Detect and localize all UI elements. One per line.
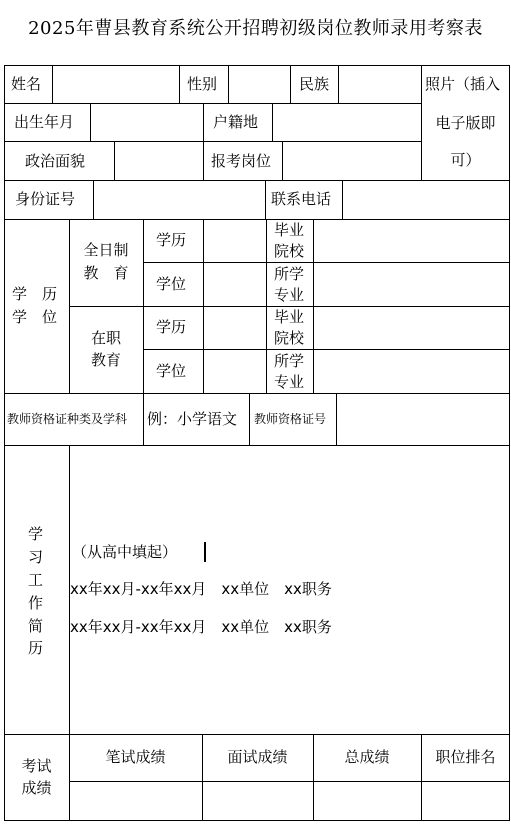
hukou-label: 户籍地 (213, 113, 259, 131)
photo-label-line2: 电子版即 (435, 114, 496, 132)
cert-number-label: 教师资格证号 (254, 412, 327, 426)
education-label-line2: 学 位 (12, 308, 58, 326)
total-score-header: 总成绩 (344, 748, 390, 766)
resume-label-char5: 简 (28, 617, 44, 635)
cert-type-label: 教师资格证种类及学科 (7, 412, 128, 426)
resume-label-char4: 作 (28, 594, 44, 612)
inservice-degree-label: 学历 (156, 318, 187, 336)
photo-label-line1: 照片（插入 (425, 75, 501, 93)
inservice-label-line2: 教育 (90, 351, 121, 369)
fulltime-label-line1: 全日制 (83, 241, 129, 259)
resume-label-char2: 习 (28, 548, 44, 566)
inservice-major-label-line1: 所学 (274, 352, 305, 370)
photo-label-line3: 可） (450, 151, 481, 169)
ethnicity-label: 民族 (299, 75, 330, 93)
inservice-school-label-line1: 毕业 (274, 308, 305, 326)
resume-label-char3: 工 (28, 571, 44, 589)
resume-label-char6: 历 (28, 639, 44, 657)
politics-label: 政治面貌 (25, 152, 86, 170)
fulltime-school-label-line2: 院校 (274, 242, 305, 260)
inservice-xuewei-label: 学位 (156, 362, 187, 380)
fulltime-degree-label: 学历 (156, 231, 187, 249)
resume-line-1: xx年xx月-xx年xx月 xx单位 xx职务 (70, 580, 332, 598)
cert-type-value: 例：小学语文 (147, 410, 238, 428)
phone-label: 联系电话 (271, 190, 332, 208)
fulltime-label-line2: 教 育 (83, 264, 129, 282)
form-table (4, 65, 510, 821)
form-title: 2025年曹县教育系统公开招聘初级岗位教师录用考察表 (28, 18, 483, 39)
fulltime-xuewei-label: 学位 (156, 275, 187, 293)
inservice-label-line1: 在职 (90, 329, 121, 347)
written-score-header: 笔试成绩 (105, 748, 166, 766)
position-label: 报考岗位 (211, 152, 272, 170)
interview-score-header: 面试成绩 (227, 748, 288, 766)
fulltime-school-label-line1: 毕业 (274, 221, 305, 239)
gender-label: 性别 (187, 75, 218, 93)
resume-label-char1: 学 (28, 525, 44, 543)
education-label-line1: 学 历 (12, 285, 58, 303)
id-label: 身份证号 (15, 190, 76, 208)
text-cursor (204, 542, 206, 562)
rank-header: 职位排名 (435, 748, 496, 766)
exam-label-line2: 成绩 (21, 779, 52, 797)
birth-label: 出生年月 (14, 113, 75, 131)
fulltime-major-label-line1: 所学 (274, 265, 305, 283)
exam-label-line1: 考试 (21, 757, 52, 775)
fulltime-major-label-line2: 专业 (274, 286, 305, 304)
resume-hint: （从高中填起） (72, 543, 178, 561)
inservice-major-label-line2: 专业 (274, 373, 305, 391)
name-label: 姓名 (11, 75, 42, 93)
inservice-school-label-line2: 院校 (274, 329, 305, 347)
resume-line-2: xx年xx月-xx年xx月 xx单位 xx职务 (70, 618, 332, 636)
